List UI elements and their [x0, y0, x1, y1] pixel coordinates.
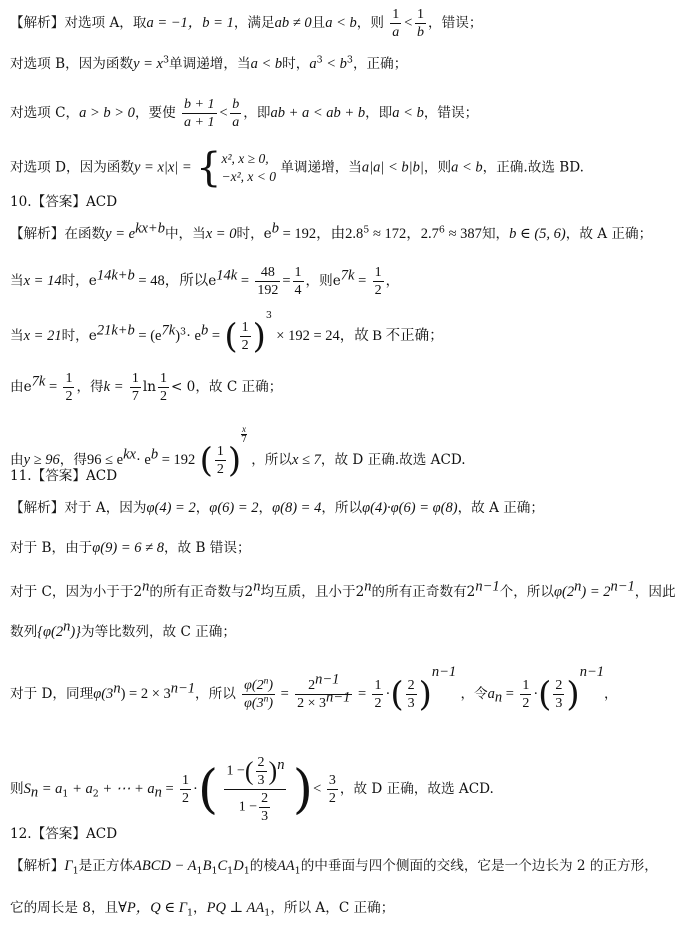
line-19: 【解析】$\Gamma_1$是正方体ABCD − $A_1B_1C_1D_1$的棱$AA_1$的中垂面与四个侧面的交线，它是一个边长为 2 的正方形，: [10, 858, 658, 877]
text: ，即: [365, 105, 393, 121]
math: y = x: [133, 56, 163, 72]
text: 且: [311, 15, 326, 31]
answer-12: 12.【答案】ACD: [10, 826, 118, 842]
line-9: 由$e^{7k}$ = $\frac{1}{2}$ ，得k = $\frac{1}{7}$ ln $\frac{1}{2}$ < 0，故 C 正确；: [10, 371, 283, 404]
line-3: 对选项 C，a > b > 0，要使 $\frac{b + 1}{a + 1}$ < $\frac{b}{a}$ ，即ab + a < ab + b，即a < b，错误；: [10, 97, 479, 130]
line-15: 数列{φ(2$^n$)}为等比数列，故 C 正确；: [10, 618, 236, 640]
line-12: 【解析】对于 A，因为φ(4) = 2，φ(6) = 2，φ(8) = 4，所以φ(4)·φ(6) = φ(8)，故 A 正确；: [10, 500, 544, 516]
line-20: 它的周长是 8，且∀P，Q ∈ $\Gamma_1$，PQ ⊥ $AA_1$，所以 A，C 正确；: [10, 900, 395, 919]
left-brace: {: [196, 145, 222, 191]
math: a > b > 0: [79, 105, 135, 121]
text: ，正确.故选 BD.: [482, 159, 584, 176]
line-1: 【解析】对选项 A，取a = −1，b = 1，满足ab ≠ 0且a < b，则 $\frac{1}{a}$ < $\frac{1}{b}$ ，错误；: [10, 7, 483, 40]
math: ab ≠ 0: [274, 15, 312, 31]
answer-11: 11.【答案】ACD: [10, 468, 118, 484]
line-13: 对于 B，由于φ(9) = 6 ≠ 8，故 B 错误；: [10, 540, 251, 556]
math: a < b: [392, 105, 424, 121]
text: ，错误；: [428, 15, 483, 31]
text: 单调递增，当: [280, 159, 362, 176]
fraction-phi: $\frac{\varphi(2^n)}{\varphi(3^n)}$: [244, 676, 273, 711]
text: 对选项 C，: [10, 105, 80, 121]
line-4: [10, 145, 584, 191]
text: 对选项 B，因为函数: [10, 56, 134, 72]
text: ，则: [356, 15, 384, 31]
math: a: [309, 56, 317, 72]
text: ，则: [423, 159, 452, 176]
math: < b: [322, 56, 347, 72]
fraction-b-a: $\frac{b}{a}$: [232, 97, 240, 130]
math: a = −1，b = 1: [146, 15, 234, 31]
math: a < b: [325, 15, 357, 31]
text: 对选项 D，因为函数: [10, 159, 134, 176]
text: ，满足: [233, 15, 275, 31]
answer-10: 10.【答案】ACD: [10, 194, 118, 210]
line-14: 对于 C，因为小于于2$^n$的所有正奇数与2$^n$均互质，且小于2$^n$的所有正奇数有$2^{n-1}$个，所以$\varphi(2^n) = 2^{n-1}$，因此: [10, 578, 676, 600]
text: 时，: [282, 56, 310, 72]
line-7: 当x = 14时，$e^{14k+b} = 48$，所以$e^{14k}$ = $\frac{48}{192}$ = $\frac{1}{4}$ ，则$e^{7k}$ = $\frac{1}{2}$ ，: [10, 265, 400, 298]
line-6: 【解析】在函数$y = e^{kx+b}$中，当x = 0时，$e^b = 192$，由$2.8^5 \approx 172$，$2.7^6 \approx 387$知，b ∈ (5, 6)，故 A 正确；: [10, 220, 653, 242]
math: a < b: [250, 56, 283, 72]
math: y = x|x| =: [133, 159, 192, 176]
math: ab + a < ab + b: [270, 105, 366, 121]
geometric-sum-fraction: 1 −( $\frac{2}{3}$ )$^n$ 1 − $\frac{2}{3}$: [226, 755, 285, 824]
math: a|a| < b|b|: [361, 159, 424, 176]
text: 【解析】对选项 A，取: [10, 15, 147, 31]
fraction-1-over-b: $\frac{1}{b}$: [417, 7, 425, 40]
math: a < b: [451, 159, 483, 176]
line-17: 则$S_n = a_1 + a_2$ + ⋯ + $a_n$ = $\frac{1}{2}$ ·( 1 −( $\frac{2}{3}$ )$^n$ 1 − $\frac{2}{3}$ )< $\frac{3}{2}$ ，故 D 正确，故选 ACD.: [10, 755, 494, 824]
text: 单调递增，当: [169, 56, 251, 72]
fraction-1-over-a: $\frac{1}{a}$: [392, 7, 400, 40]
piecewise-cases: x², x ≥ 0, −x², x < 0: [221, 151, 277, 184]
line-10: 由y ≥ 96，得$96 \le e^{kx}\cdot e^b = 192$ ( $\frac{1}{2}$ ) $\frac{x}{7}$ ，所以x ≤ 7，故 D 正确.故选 ACD.: [10, 424, 466, 481]
line-8: 当x = 21时，$e^{21k+b} = (e^{7k})^3\cdot e^b$ = ( $\frac{1}{2}$ )$^3$ × 192 = 24，故 B 不正确；: [10, 310, 444, 357]
text: ，要使: [134, 105, 176, 121]
text: ，错误；: [423, 105, 479, 121]
text: ，正确；: [352, 56, 408, 72]
line-16: 对于 D，同理$\varphi(3^n) = 2 \times 3^{n-1}$，所以 $\frac{\varphi(2^n)}{\varphi(3^n)}$ = $\frac{2^{n-1}}{2 \times 3^{n-1}}$ = $\frac{1}{2}$ ·( $\frac{2}{3}$ )$^{n-1}$ ，令$a_n$ = $\frac{1}{2}$ ·( $\frac{2}{3}$ )$^{n-1}$，: [10, 664, 618, 715]
text: ，即: [243, 105, 271, 121]
fraction-48-192: $\frac{48}{192}$: [257, 265, 279, 298]
line-2: 对选项 B，因为函数$y = x^3$单调递增，当a < b时，$a^3 < b^3$，正确；: [10, 54, 408, 72]
fraction-b1-a1: $\frac{b + 1}{a + 1}$: [184, 97, 215, 130]
